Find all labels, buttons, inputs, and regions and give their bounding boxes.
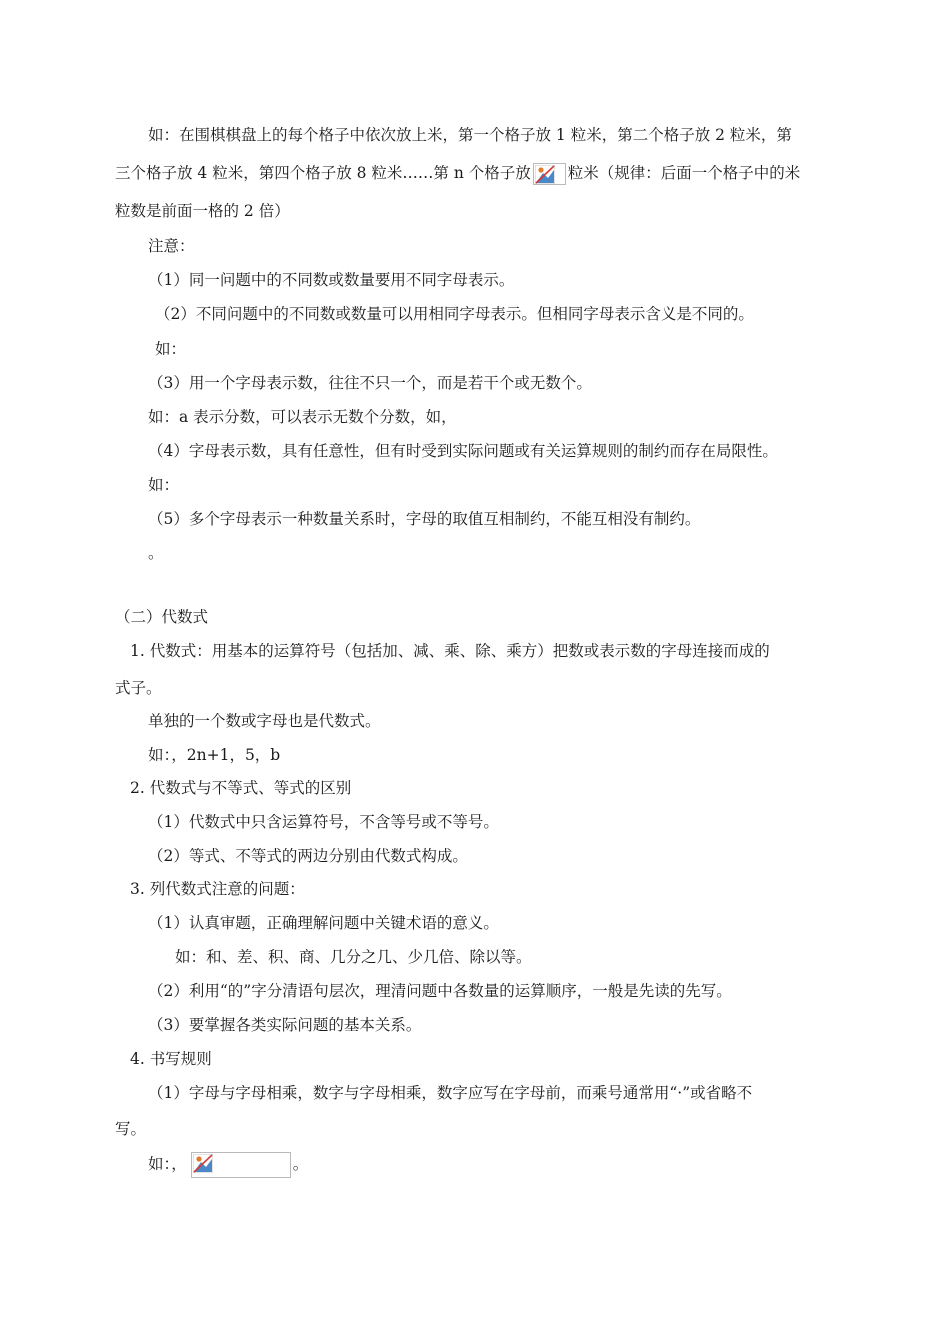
item-1-continued: 式子。 bbox=[115, 679, 162, 697]
broken-image-icon bbox=[191, 1152, 291, 1178]
note-item-4-example: 如： bbox=[148, 476, 180, 494]
note-item-2: （2）不同问题中的不同数或数量可以用相同字母表示。但相同字母表示含义是不同的。 bbox=[155, 305, 754, 323]
item-4: 4. 书写规则 bbox=[130, 1050, 212, 1068]
paragraph-line-3: 粒数是前面一格的 2 倍） bbox=[115, 202, 290, 220]
note-item-1: （1）同一问题中的不同数或数量要用不同字母表示。 bbox=[148, 271, 515, 289]
item-4-sub-1: （1）字母与字母相乘，数字与字母相乘，数字应写在字母前，而乘号通常用“·”或省略不 bbox=[148, 1084, 753, 1102]
item-3-sub-3: （3）要掌握各类实际问题的基本关系。 bbox=[148, 1016, 422, 1034]
note-item-3: （3）用一个字母表示数，往往不只一个，而是若干个或无数个。 bbox=[148, 374, 592, 392]
item-1: 1. 代数式：用基本的运算符号（包括加、减、乘、除、乘方）把数或表示数的字母连接而成的 bbox=[130, 642, 770, 660]
note-item-5-end: 。 bbox=[148, 544, 164, 562]
item-4-example bbox=[148, 1152, 308, 1178]
note-item-4: （4）字母表示数，具有任意性，但有时受到实际问题或有关运算规则的制约而存在局限性。 bbox=[148, 442, 778, 460]
paragraph-line-2b: 粒米（规律：后面一个格子中的米 bbox=[567, 164, 801, 182]
paragraph-line-2 bbox=[115, 162, 800, 185]
item-2-sub-1: （1）代数式中只含运算符号，不含等号或不等号。 bbox=[148, 813, 499, 831]
item-3: 3. 列代数式注意的问题： bbox=[130, 880, 305, 898]
note-item-3-example: 如：a 表示分数，可以表示无数个分数，如， bbox=[148, 408, 457, 426]
note-item-2-example: 如： bbox=[155, 340, 187, 358]
note-item-5: （5）多个字母表示一种数量关系时，字母的取值互相制约，不能互相没有制约。 bbox=[148, 510, 701, 528]
item-4-example-end: 。 bbox=[292, 1155, 309, 1173]
item-1-example: 如：，2n+1，5，b bbox=[148, 746, 281, 764]
paragraph-line-2a: 三个格子放 4 粒米，第四个格子放 8 粒米……第 n 个格子放 bbox=[115, 164, 531, 182]
section-title: （二）代数式 bbox=[115, 608, 209, 626]
item-3-sub-1: （1）认真审题，正确理解问题中关键术语的意义。 bbox=[148, 914, 499, 932]
item-4-sub-1-continued: 写。 bbox=[115, 1120, 147, 1138]
item-2: 2. 代数式与不等式、等式的区别 bbox=[130, 779, 352, 797]
item-2-sub-2: （2）等式、不等式的两边分别由代数式构成。 bbox=[148, 847, 468, 865]
paragraph-line-1: 如：在围棋棋盘上的每个格子中依次放上米，第一个格子放 1 粒米，第二个格子放 2 粒米，第 bbox=[148, 126, 792, 144]
item-4-example-text: 如：， bbox=[148, 1155, 187, 1173]
note-title: 注意： bbox=[148, 237, 195, 255]
item-3-sub-1-example: 如：和、差、积、商、几分之几、少几倍、除以等。 bbox=[175, 948, 532, 966]
item-3-sub-2: （2）利用“的”字分清语句层次，理清问题中各数量的运算顺序，一般是先读的先写。 bbox=[148, 982, 732, 1000]
broken-image-icon bbox=[533, 163, 566, 185]
item-1-note: 单独的一个数或字母也是代数式。 bbox=[148, 712, 381, 730]
